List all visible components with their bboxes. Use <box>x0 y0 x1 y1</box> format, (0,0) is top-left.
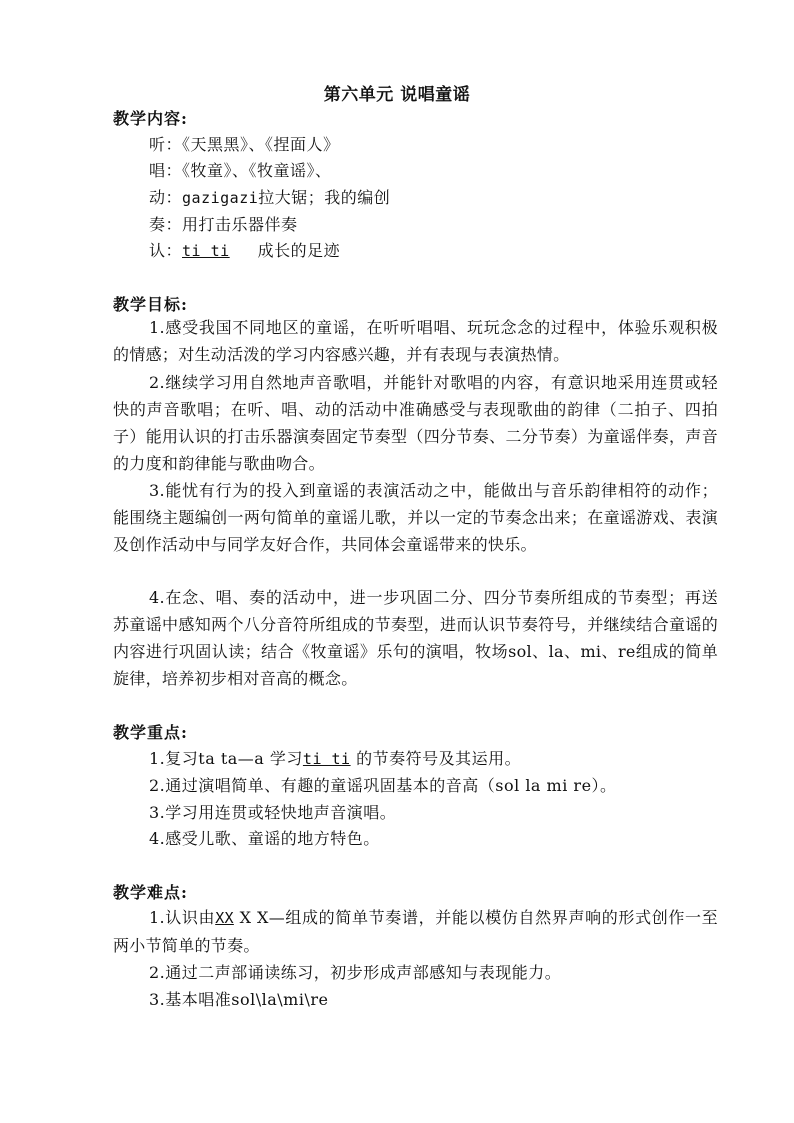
move-line <box>149 185 390 208</box>
key-point-1-prefix: 1.复习ta ta—a 学习 <box>149 749 303 768</box>
key-point-1 <box>149 746 521 769</box>
move-latin: gazigazi <box>182 189 259 207</box>
difficulties-heading: 教学难点: <box>113 883 188 902</box>
key-point-1-suffix: 的节奏符号及其运用。 <box>350 749 522 768</box>
difficulty-1-rhythm: XX <box>215 909 234 927</box>
key-point-1-rhythm: ti ti <box>302 750 351 768</box>
content-heading: 教学内容: <box>113 109 188 128</box>
key-point-2: 2.通过演唱简单、有趣的童谣巩固基本的音高（sol la mi re）。 <box>149 776 617 795</box>
listen-line <box>149 132 340 155</box>
key-point-4: 4.感受儿歌、童谣的地方特色。 <box>149 829 380 848</box>
know-line <box>149 238 340 261</box>
sing-text: 《牧童》、《牧童谣》、 <box>182 161 332 180</box>
difficulty-item-3: 3.基本唱准sol\la\mi\re <box>149 990 329 1009</box>
sing-line <box>149 158 332 181</box>
goal-item-1: 1.感受我国不同地区的童谣，在听听唱唱、玩玩念念的过程中，体验乐观积极的情感；对生动活泼的学习内容感兴趣，并有表现与表演热情。 <box>113 318 718 364</box>
know-label: 认： <box>149 241 183 260</box>
goal-item-2: 2.继续学习用自然地声音歌唱，并能针对歌唱的内容，有意识地采用连贯或轻快的声音歌唱；在听、唱、动的活动中准确感受与表现歌曲的韵律（二拍子、四拍子）能用认识的打击乐器演奏固定节奏型（四分节奏、二分节奏）为童谣伴奏，声音的力度和韵律能与歌曲吻合。 <box>113 373 718 473</box>
move-label: 动： <box>149 188 183 207</box>
play-label: 奏： <box>149 215 183 234</box>
know-text: 成长的足迹 <box>257 241 341 260</box>
know-rhythm: ti ti <box>182 242 230 260</box>
difficulty-item-1 <box>113 904 718 959</box>
play-line <box>149 212 298 235</box>
difficulty-1-prefix: 1.认识由 <box>149 908 216 927</box>
sing-label: 唱： <box>149 161 183 180</box>
difficulty-item-2: 2.通过二声部诵读练习，初步形成声部感知与表现能力。 <box>149 963 562 982</box>
goal-item-4: 4.在念、唱、奏的活动中，进一步巩固二分、四分节奏所组成的节奏型；再送苏童谣中感知两个八分音符所组成的节奏型，进而认识节奏符号，并继续结合童谣的内容进行巩固认读；结合《牧童谣》乐句的演唱，牧场sol、la、mi、re组成的简单旋律，培养初步相对音高的概念。 <box>113 588 718 688</box>
listen-text: 《天黑黑》、《捏面人》 <box>182 135 340 154</box>
listen-label: 听： <box>149 135 183 154</box>
goal-item-3: 3.能忧有行为的投入到童谣的表演活动之中，能做出与音乐韵律相符的动作；能围绕主题编创一两句简单的童谣儿歌，并以一定的节奏念出来；在童谣游戏、表演及创作活动中与同学友好合作，共同体会童谣带来的快乐。 <box>113 481 718 554</box>
difficulty-1-suffix: X X—组成的简单节奏谱，并能以模仿自然界声响的形式创作一至两小节简单的节奏。 <box>113 908 718 955</box>
unit-title: 第六单元 说唱童谣 <box>323 85 471 105</box>
key-point-3: 3.学习用连贯或轻快地声音演唱。 <box>149 803 397 822</box>
move-text: 拉大锯；我的编创 <box>258 188 391 207</box>
play-text: 用打击乐器伴奏 <box>182 215 298 234</box>
goals-heading: 教学目标: <box>113 295 188 314</box>
key-points-heading: 教学重点: <box>113 723 188 742</box>
